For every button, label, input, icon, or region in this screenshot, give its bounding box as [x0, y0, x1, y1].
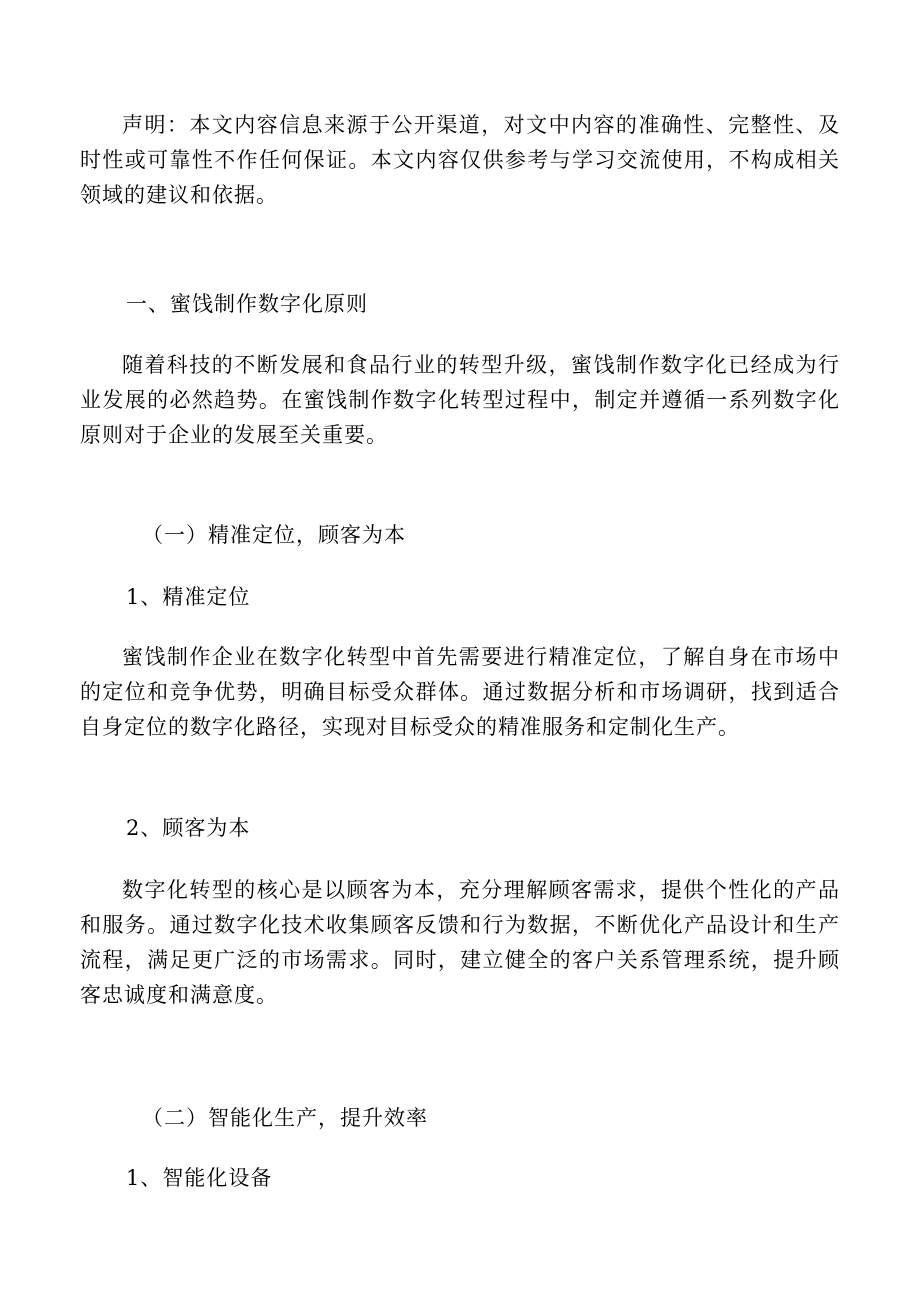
subsection-title-2: （二）智能化生产，提升效率 [142, 1106, 428, 1130]
item-body-precise-positioning: 蜜饯制作企业在数字化转型中首先需要进行精准定位，了解自身在市场中的定位和竞争优势，明确目标受众群体。通过数据分析和市场调研，找到适合自身定位的数字化路径，实现对目标受众的精准服务和定制化生产。 [80, 645, 840, 739]
item-title-smart-equipment: 1、智能化设备 [126, 1166, 273, 1190]
item-title-precise-positioning: 1、精准定位 [126, 585, 251, 609]
item-body-customer-first: 数字化转型的核心是以顾客为本，充分理解顾客需求，提供个性化的产品和服务。通过数字化技术收集顾客反馈和行为数据，不断优化产品设计和生产流程，满足更广泛的市场需求。同时，建立健全的客户关系管理系统，提升顾客忠诚度和满意度。 [80, 878, 840, 1007]
subsection-title-1: （一）精准定位，顾客为本 [142, 523, 406, 547]
section-title: 一、蜜饯制作数字化原则 [126, 292, 368, 316]
disclaimer-paragraph: 声明：本文内容信息来源于公开渠道，对文中内容的准确性、完整性、及时性或可靠性不作任何保证。本文内容仅供参考与学习交流使用，不构成相关领域的建议和依据。 [80, 113, 840, 207]
item-title-customer-first: 2、顾客为本 [126, 816, 251, 840]
section-intro-paragraph: 随着科技的不断发展和食品行业的转型升级，蜜饯制作数字化已经成为行业发展的必然趋势。在蜜饯制作数字化转型过程中，制定并遵循一系列数字化原则对于企业的发展至关重要。 [80, 353, 840, 447]
